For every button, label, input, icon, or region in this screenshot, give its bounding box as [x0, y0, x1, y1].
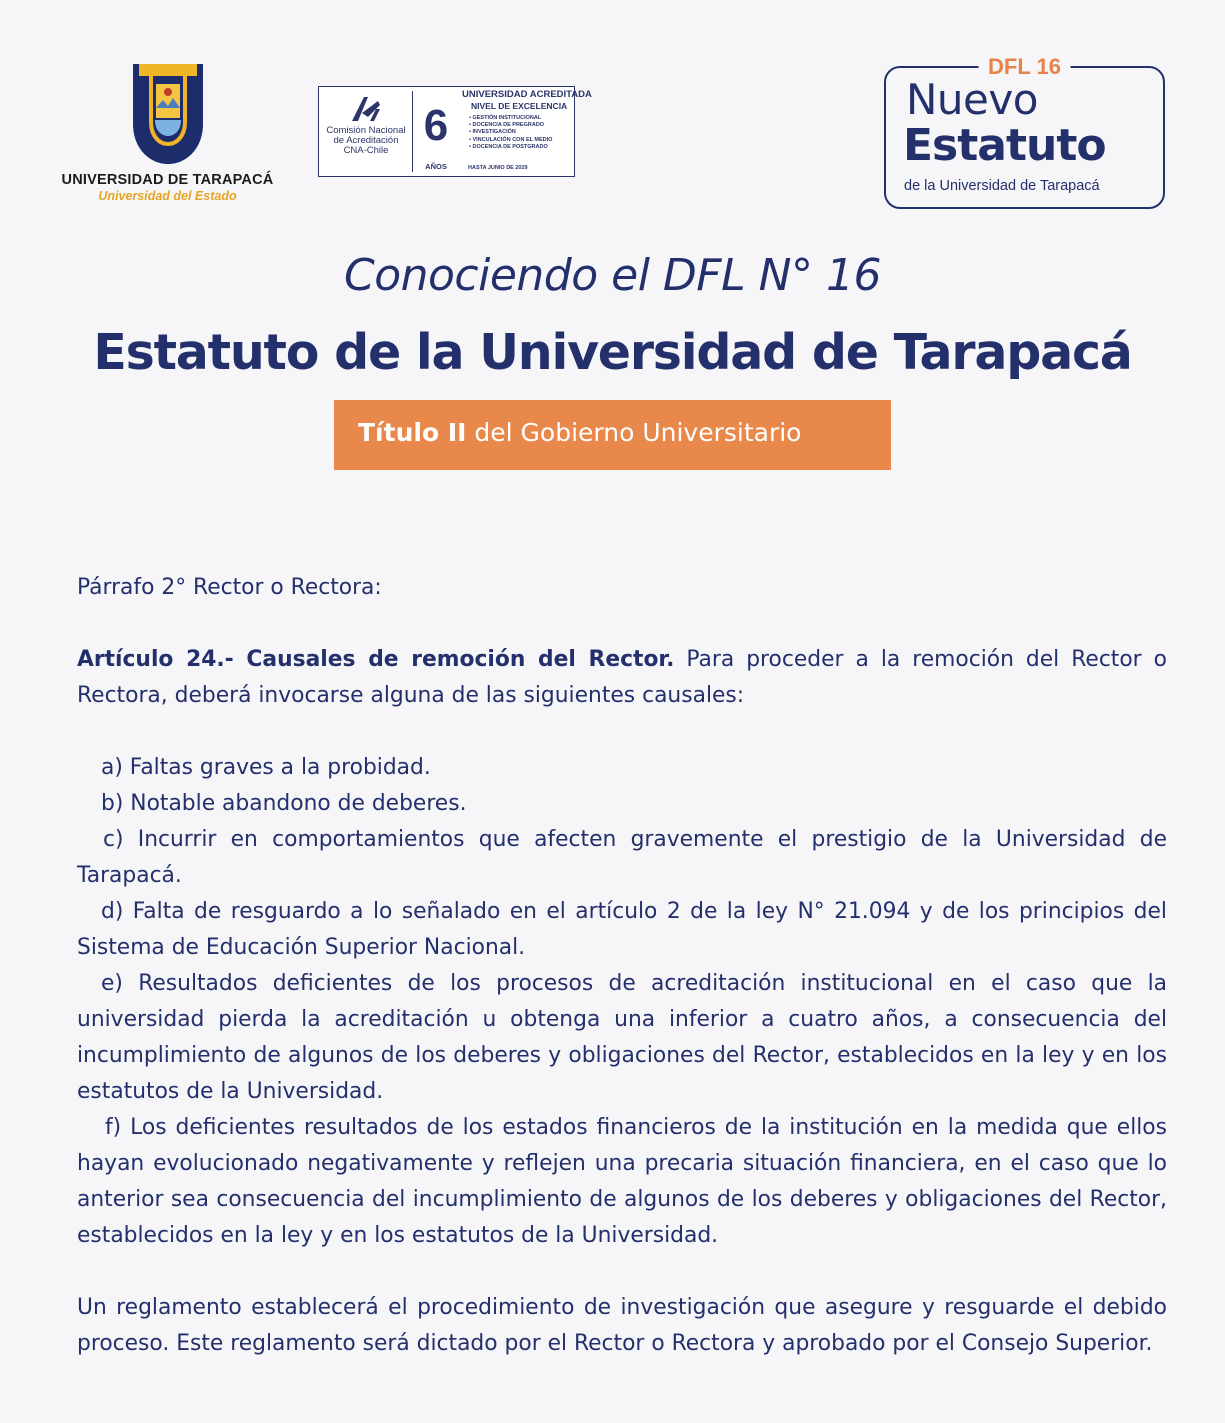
accreditation-badge	[318, 86, 592, 177]
accreditation-area: • VINCULACIÓN CON EL MEDIO	[469, 137, 574, 144]
section-title-rest: del Gobierno Universitario	[466, 418, 802, 447]
university-shield-icon	[131, 62, 205, 166]
accreditation-areas	[469, 115, 574, 151]
section-banner	[334, 400, 891, 470]
university-name: UNIVERSIDAD DE TARAPACÁ	[61, 172, 274, 188]
cna-org-line: CNA-Chile	[343, 145, 389, 156]
article-heading: Artículo 24.- Causales de remoción del Rector.	[77, 647, 675, 672]
badge-estatuto: Estatuto	[903, 120, 1106, 171]
article-intro: Para proceder a la remoción del Rector o Rectora, deberá invocarse alguna de las siguientes causales:	[77, 647, 1167, 708]
university-subtitle: Universidad del Estado	[98, 189, 237, 203]
accreditation-area: • DOCENCIA DE POSTGRADO	[469, 144, 574, 151]
accreditation-area: • INVESTIGACIÓN	[469, 129, 574, 136]
accreditation-area: • GESTIÓN INSTITUCIONAL	[469, 115, 574, 122]
accreditation-area: • DOCENCIA DE PREGRADO	[469, 122, 574, 129]
list-item: a) Faltas graves a la probidad.	[101, 755, 431, 780]
list-item: e) Resultados deficientes de los procesos de acreditación institucional en el caso que la universidad pierda la acreditación u obtenga una inferior a cuatro años, a consecuencia del incumplimiento de algunos de los deberes y obligaciones del Rector, establecidos en la ley y en los estatutos de la Universidad.	[77, 971, 1167, 1104]
badge-nuevo: Nuevo	[906, 75, 1038, 124]
accreditation-level: NIVEL DE EXCELENCIA	[471, 101, 568, 111]
paragraph-heading: Párrafo 2° Rector o Rectora:	[77, 575, 382, 600]
accreditation-title: UNIVERSIDAD ACREDITADA	[462, 89, 592, 100]
header	[0, 0, 1225, 230]
accreditation-years-label: AÑOS	[425, 162, 447, 171]
cna-org-line: Comisión Nacional	[326, 125, 406, 136]
list-item: b) Notable abandono de deberes.	[101, 791, 467, 816]
closing-paragraph: Un reglamento establecerá el procedimiento de investigación que asegure y resguarde el debido proceso. Este reglamento será dictado por el Rector o Rectora y aprobado por el Consejo Superior.	[77, 1295, 1167, 1356]
section-title-bold: Título II	[358, 418, 467, 447]
cna-organization	[323, 95, 409, 156]
article-paragraph	[77, 642, 1167, 714]
university-logo	[60, 62, 275, 203]
badge-subtitle: de la Universidad de Tarapacá	[904, 178, 1100, 194]
badge-dfl-label: DFL 16	[978, 54, 1071, 80]
nuevo-estatuto-badge	[884, 54, 1165, 209]
list-item: d) Falta de resguardo a lo señalado en el artículo 2 de la ley N° 21.094 y de los principios del Sistema de Educación Superior Nacional.	[77, 899, 1167, 960]
page-kicker: Conociendo el DFL N° 16	[343, 250, 882, 301]
cna-logo-icon	[348, 95, 384, 123]
accreditation-years: 6	[423, 101, 449, 150]
page-title: Estatuto de la Universidad de Tarapacá	[93, 324, 1132, 381]
cna-org-line: de Acreditación	[333, 135, 399, 146]
list-item: c) Incurrir en comportamientos que afecten gravemente el prestigio de la Universidad de Tarapacá.	[77, 827, 1167, 888]
accreditation-until: HASTA JUNIO DE 2029	[468, 165, 528, 171]
cna-divider	[412, 91, 413, 172]
article-body	[77, 570, 1167, 1362]
list-item: f) Los deficientes resultados de los estados financieros de la institución en la medida que ellos hayan evolucionado negativamente y reflejen una precaria situación financiera, en el caso que lo anterior sea consecuencia del incumplimiento de algunos de los deberes y obligaciones del Rector, establecidos en la ley y en los estatutos de la Universidad.	[77, 1115, 1167, 1248]
